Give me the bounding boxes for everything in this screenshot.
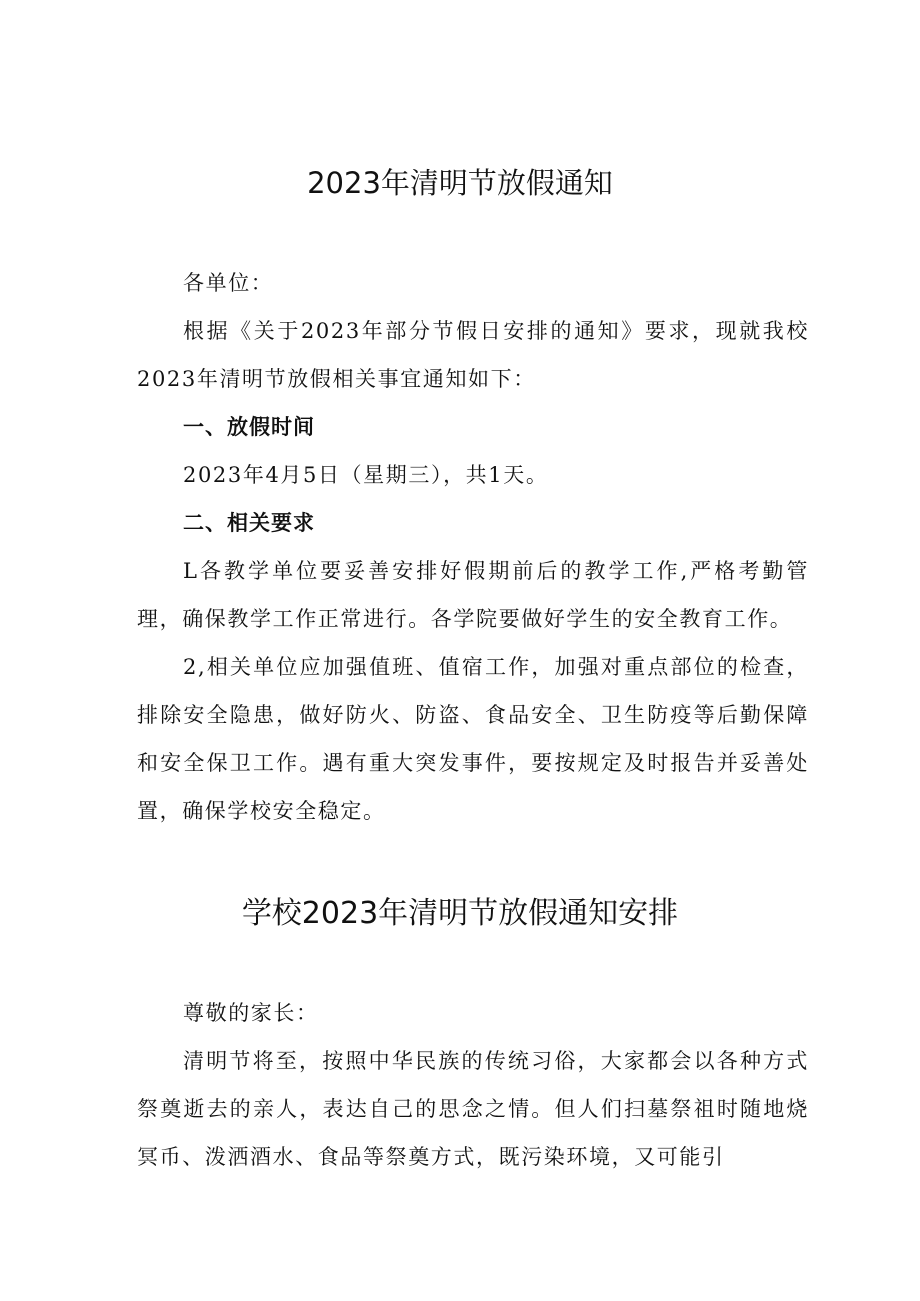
second-notice-paragraph: 清明节将至，按照中华民族的传统习俗，大家都会以各种方式祭奠逝去的亲人，表达自己的思念之情。但人们扫墓祭祖时随地烧冥币、泼洒酒水、食品等祭奠方式，既污染环境，又可能引 xyxy=(137,1049,809,1169)
holiday-time-text: 2023年4月5日（星期三），共1天。 xyxy=(183,463,549,487)
notice-title: 2023年清明节放假通知 xyxy=(307,166,613,200)
second-notice-title: 学校2023年清明节放假通知安排 xyxy=(241,896,679,931)
requirement-item-1: L各教学单位要妥善安排好假期前后的教学工作,严格考勤管理，确保教学工作正常进行。各学院要做好学生的安全教育工作。 xyxy=(137,559,809,631)
intro-paragraph: 根据《关于2023年部分节假日安排的通知》要求，现就我校2023年清明节放假相关事宜通知如下： xyxy=(137,319,809,391)
requirement-item-2: 2,相关单位应加强值班、值宿工作，加强对重点部位的检查，排除安全隐患，做好防火、防盗、食品安全、卫生防疫等后勤保障和安全保卫工作。遇有重大突发事件，要按规定及时报告并妥善处置，确保学校安全稳定。 xyxy=(137,655,809,823)
notice-body xyxy=(137,259,809,835)
section-heading-requirements: 二、相关要求 xyxy=(183,511,315,535)
parent-salutation: 尊敬的家长： xyxy=(183,1001,319,1025)
second-notice-body xyxy=(137,989,809,1181)
salutation: 各单位： xyxy=(183,271,274,295)
section-heading-holiday-time: 一、放假时间 xyxy=(183,415,315,439)
